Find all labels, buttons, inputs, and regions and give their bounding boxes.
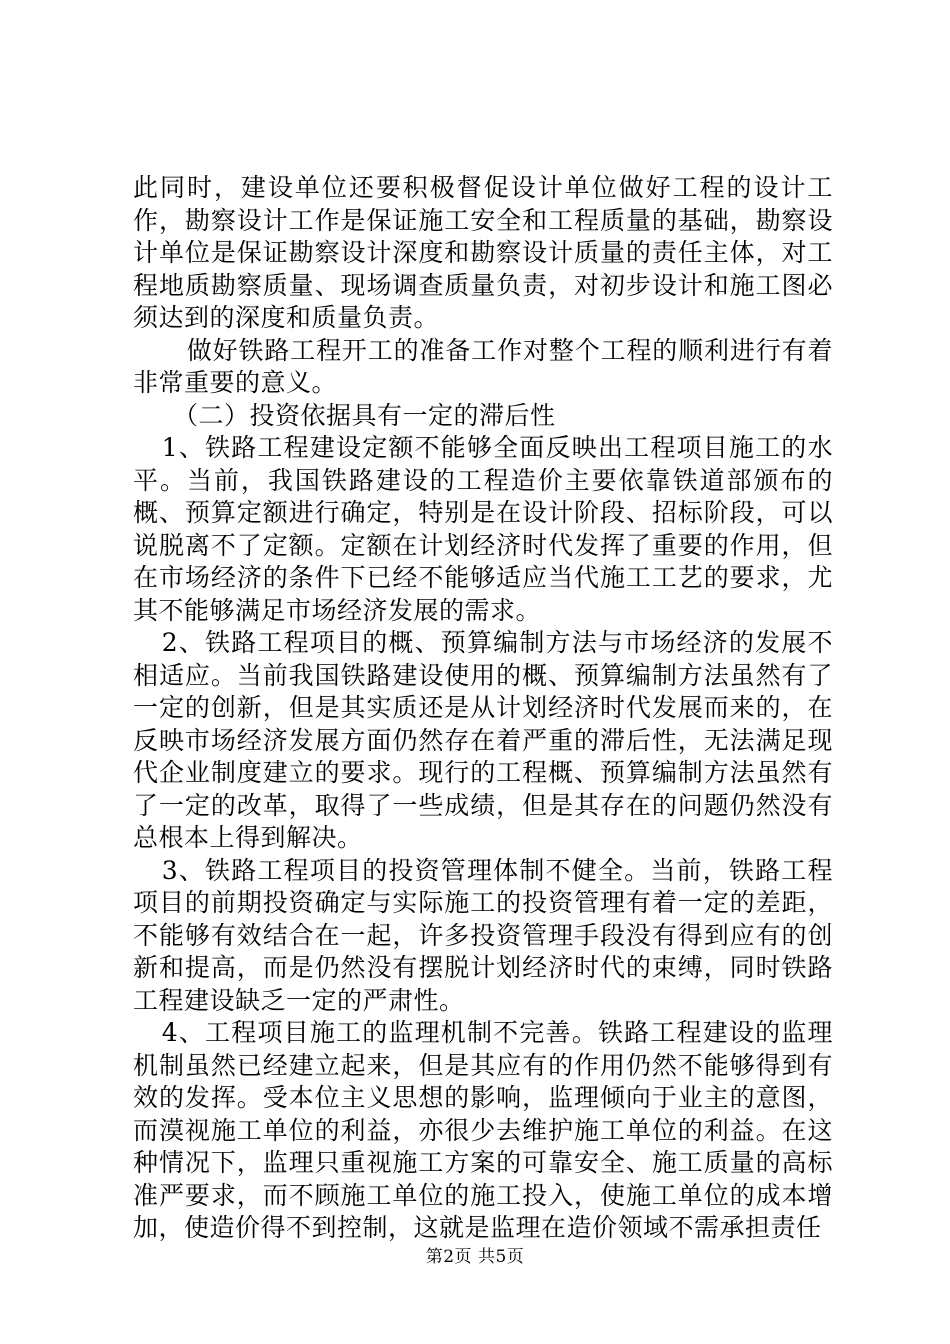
paragraph-preparation: 做好铁路工程开工的准备工作对整个工程的顺利进行有着非常重要的意义。 [133, 335, 833, 397]
section-heading: （二）投资依据具有一定的滞后性 [173, 400, 556, 430]
paragraph-item-4: 4、工程项目施工的监理机制不完善。铁路工程建设的监理机制虽然已经建立起来，但是其应有的作用仍然不能够得到有效的发挥。受本位主义思想的影响，监理倾向于业主的意图，而漠视施工单位的利益，亦很少去维护施工单位的利益。在这种情况下，监理只重视施工方案的可靠安全、施工质量的高标准严要求，而不顾施工单位的施工投入，使施工单位的成本增加，使造价得不到控制，这就是监理在造价领域不需承担责任 [133, 1018, 833, 1242]
document-body [133, 172, 833, 1245]
page-number-footer: 第2页 共5页 [425, 1247, 525, 1267]
paragraph-item-2: 2、铁路工程项目的概、预算编制方法与市场经济的发展不相适应。当前我国铁路建设使用的概、预算编制方法虽然有了一定的创新，但是其实质还是从计划经济时代发展而来的，在反映市场经济发展方面仍然存在着严重的滞后性，无法满足现代企业制度建立的要求。现行的工程概、预算编制方法虽然有了一定的改革，取得了一些成绩，但是其存在的问题仍然没有总根本上得到解决。 [133, 628, 833, 852]
paragraph-continuation: 此同时，建设单位还要积极督促设计单位做好工程的设计工作，勘察设计工作是保证施工安全和工程质量的基础，勘察设计单位是保证勘察设计深度和勘察设计质量的责任主体，对工程地质勘察质量、现场调查质量负责，对初步设计和施工图必须达到的深度和质量负责。 [133, 173, 833, 332]
paragraph-item-3: 3、铁路工程项目的投资管理体制不健全。当前，铁路工程项目的前期投资确定与实际施工的投资管理有着一定的差距，不能够有效结合在一起，许多投资管理手段没有得到应有的创新和提高，而是仍然没有摆脱计划经济时代的束缚，同时铁路工程建设缺乏一定的严肃性。 [133, 855, 833, 1015]
paragraph-item-1: 1、铁路工程建设定额不能够全面反映出工程项目施工的水平。当前，我国铁路建设的工程造价主要依靠铁道部颁布的概、预算定额进行确定，特别是在设计阶段、招标阶段，可以说脱离不了定额。定额在计划经济时代发挥了重要的作用，但在市场经济的条件下已经不能够适应当代施工工艺的要求，尤其不能够满足市场经济发展的需求。 [133, 433, 833, 625]
